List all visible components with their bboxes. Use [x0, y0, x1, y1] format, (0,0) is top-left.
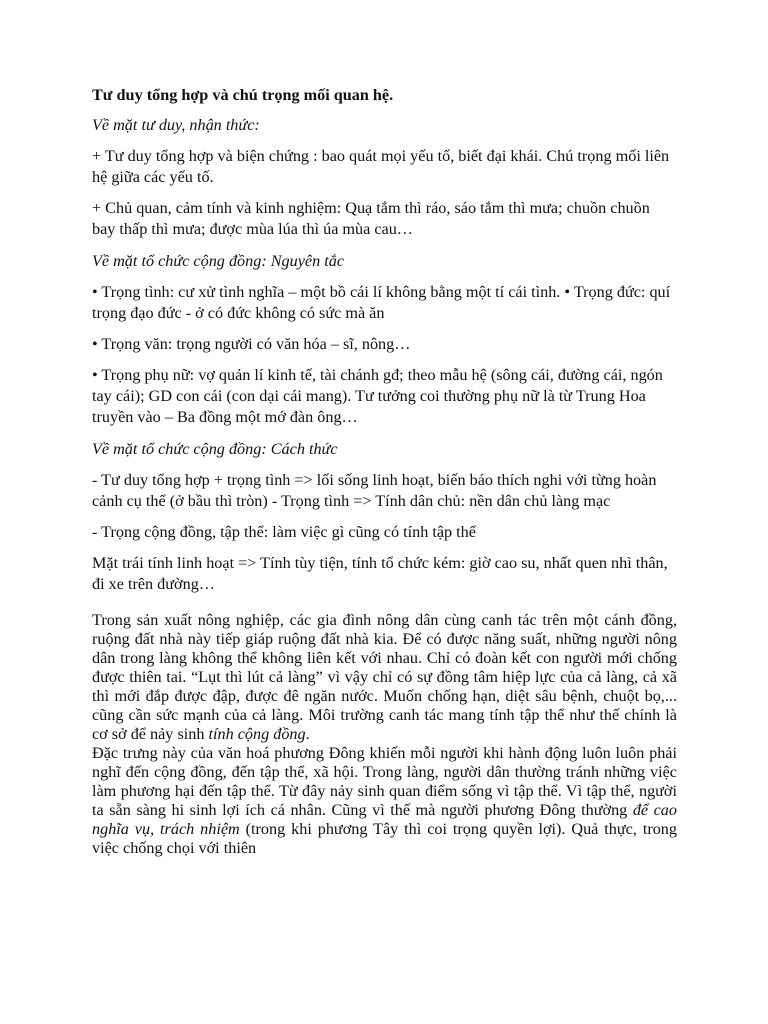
section-heading-principles: Về mặt tổ chức cộng đồng: Nguyên tắc — [92, 252, 345, 270]
document-title: Tư duy tổng hợp và chú trọng mối quan hệ. — [92, 86, 394, 104]
principle-item-3: • Trọng phụ nữ: vợ quản lí kinh tế, tài chánh gđ; theo mẫu hệ (sông cái, đường cái, ngón tay cái); GD con cái (con dại cái mang). Tư tưởng coi thường phụ nữ là từ Trung Hoa truyền vào – Ba đồng một mớ đàn ông… — [92, 366, 663, 426]
section-heading-methods: Về mặt tổ chức cộng đồng: Cách thức — [92, 440, 338, 458]
principle-item-2: • Trọng văn: trọng người có văn hóa – sĩ, nông… — [92, 335, 411, 353]
paragraph-east-italic: để cao nghĩa vụ, trách nhiệm — [92, 801, 677, 838]
paragraph-east-text-1: Đặc trưng này của văn hoá phương Đông khiến mỗi người khi hành động luôn luôn phải nghĩ đến cộng đồng, đến tập thể, xã hội. Trong làng, người dân thường tránh những việc làm phương hại đến tập thể. Từ đây nảy sinh quan điểm sống vì tập thể. Vì tập thể, người ta sẵn sàng hi sinh lợi ích cá nhân. Cũng vì thế mà người phương Đông thường — [92, 744, 677, 819]
paragraph-east-text-2: (trong khi phương Tây thì coi trọng quyền lợi). Quả thực, trong việc chống chọi với thiên — [92, 820, 677, 857]
paragraph-agriculture — [92, 611, 677, 744]
thinking-item-2: + Chủ quan, cảm tính và kinh nghiệm: Quạ tắm thì ráo, sáo tắm thì mưa; chuồn chuồn bay thấp thì mưa; được mùa lúa thì úa mùa cau… — [92, 199, 650, 238]
paragraph-agriculture-text: Trong sản xuất nông nghiệp, các gia đình nông dân cùng canh tác trên một cánh đồng, ruộng đất nhà này tiếp giáp ruộng đất nhà kia. Để có được năng suất, những người nông dân trong làng không thể không liên kết với nhau. Chỉ có đoàn kết con người mới chống được thiên tai. “Lụt thì lút cả làng” vì vậy chỉ có sự đồng tâm hiệp lực của cả làng, cả xã thì mới đắp được đập, được đê ngăn nước. Muốn chống hạn, diệt sâu bệnh, chuột bọ,... cũng cần sức mạnh của cả làng. Môi trường canh tác mang tính tập thể như thế chính là cơ sở để nảy sinh — [92, 611, 677, 743]
section-heading-thinking: Về mặt tư duy, nhận thức: — [92, 116, 260, 134]
paragraph-agriculture-italic: tính cộng đồng — [208, 725, 306, 743]
paragraph-agriculture-end: . — [305, 725, 310, 743]
method-item-2: - Trọng cộng đồng, tập thể: làm việc gì cũng có tính tập thể — [92, 523, 476, 541]
method-item-1: - Tư duy tổng hợp + trọng tình => lối sống linh hoạt, biến báo thích nghi với từng hoàn cảnh cụ thể (ở bầu thì tròn) - Trọng tình => Tính dân chủ: nền dân chủ làng mạc — [92, 471, 657, 510]
paragraph-east — [92, 744, 677, 858]
thinking-item-1: + Tư duy tổng hợp và biện chứng : bao quát mọi yếu tố, biết đại khái. Chú trọng mối liên hệ giữa các yếu tố. — [92, 147, 670, 186]
principle-item-1: • Trọng tình: cư xử tình nghĩa – một bồ cái lí không bằng một tí cái tình. • Trọng đức: quí trọng đạo đức - ở có đức không có sức mà ăn — [92, 283, 671, 322]
document-page — [92, 84, 677, 858]
method-item-3: Mặt trái tính linh hoạt => Tính tùy tiện, tính tổ chức kém: giờ cao su, nhất quen nhì thân, đi xe trên đường… — [92, 554, 668, 593]
